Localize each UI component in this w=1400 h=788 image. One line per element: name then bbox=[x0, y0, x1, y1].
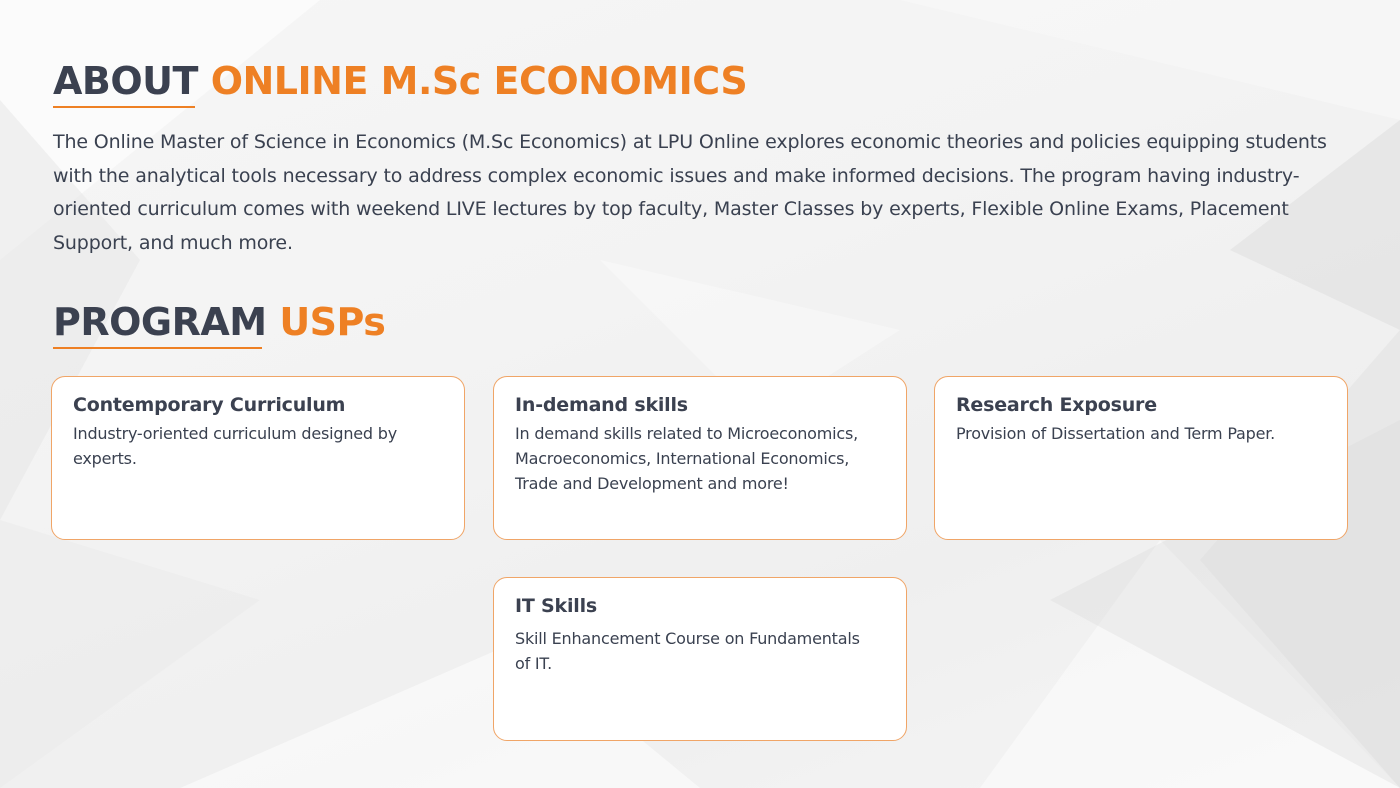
usp-card-description: Industry-oriented curriculum designed by experts. bbox=[73, 424, 398, 468]
about-heading bbox=[53, 59, 748, 103]
usp-card-research-exposure bbox=[934, 376, 1348, 540]
usp-card-description: In demand skills related to Microeconomics, Macroeconomics, International Economics, Trade and Development and more! bbox=[515, 424, 858, 493]
usp-heading-underline bbox=[53, 347, 262, 349]
usp-card-description: Provision of Dissertation and Term Paper. bbox=[956, 424, 1276, 443]
about-heading-underline bbox=[53, 106, 195, 108]
about-heading-dark: ABOUT bbox=[53, 59, 198, 103]
usp-card-title: In-demand skills bbox=[515, 394, 688, 416]
usp-card-contemporary-curriculum bbox=[51, 376, 465, 540]
usp-heading-accent: USPs bbox=[279, 300, 386, 344]
usp-card-title: IT Skills bbox=[515, 595, 598, 617]
usp-card-it-skills bbox=[493, 577, 907, 741]
usp-heading bbox=[53, 300, 386, 344]
usp-card-in-demand-skills bbox=[493, 376, 907, 540]
about-heading-accent: ONLINE M.Sc ECONOMICS bbox=[210, 59, 748, 103]
usp-card-title: Contemporary Curriculum bbox=[73, 394, 346, 416]
usp-heading-dark: PROGRAM bbox=[53, 300, 267, 344]
about-description: The Online Master of Science in Economics (M.Sc Economics) at LPU Online explores economic theories and policies equipping students with the analytical tools necessary to address complex economic issues and make informed decisions. The program having industry-oriented curriculum comes with weekend LIVE lectures by top faculty, Master Classes by experts, Flexible Online Exams, Placement Support, and much more. bbox=[53, 131, 1327, 254]
usp-card-description: Skill Enhancement Course on Fundamentals of IT. bbox=[515, 629, 860, 673]
usp-card-title: Research Exposure bbox=[956, 394, 1157, 416]
